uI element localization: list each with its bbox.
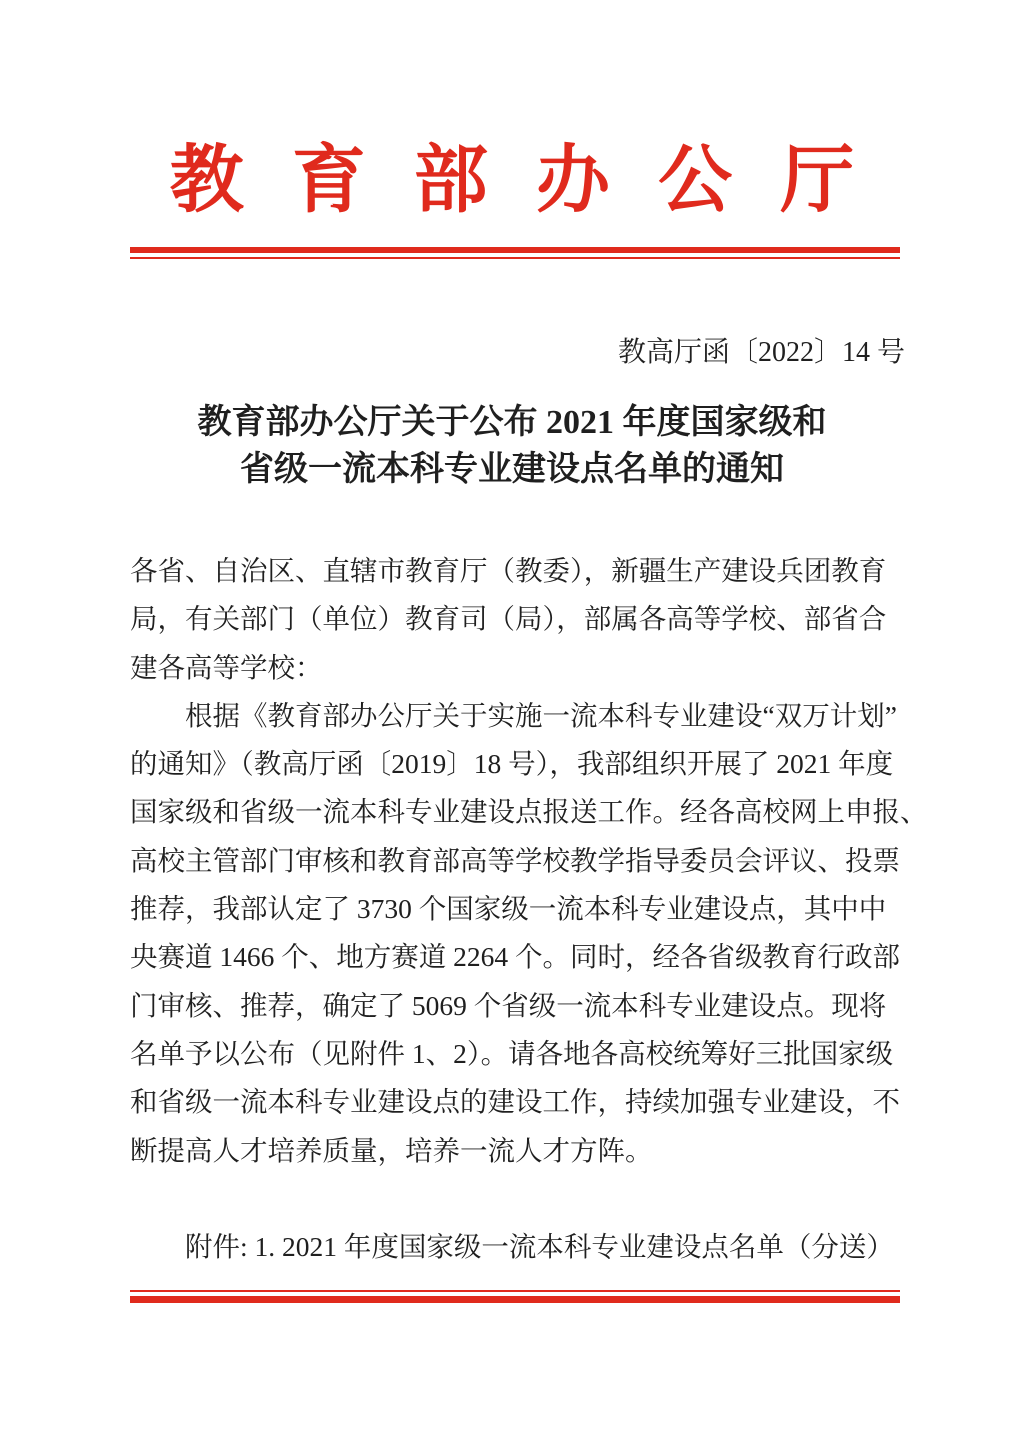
thick-red-rule: [130, 1296, 900, 1303]
body-line: 国家级和省级一流本科专业建设点报送工作。经各高校网上申报、: [130, 796, 928, 828]
body-line: 和省级一流本科专业建设点的建设工作，持续加强专业建设，不: [130, 1086, 900, 1118]
document-number: 教高厅函〔2022〕14 号: [617, 337, 905, 368]
body-line: 断提高人才培养质量，培养一流人才方阵。: [130, 1134, 653, 1166]
agency-masthead: 教育部办公厅: [169, 140, 903, 222]
salutation-line: 各省、自治区、直辖市教育厅（教委），新疆生产建设兵团教育: [130, 555, 887, 586]
body-line: 根据《教育部办公厅关于实施一流本科专业建设“双万计划”: [185, 699, 897, 731]
body-line: 高校主管部门审核和教育部高等学校教学指导委员会评议、投票: [130, 844, 900, 876]
body-line: 门审核、推荐，确定了 5069 个省级一流本科专业建设点。现将: [130, 989, 887, 1021]
salutation-line: 局，有关部门（单位）教育司（局），部属各高等学校、部省合: [130, 603, 887, 635]
attachment-line: 附件: 1. 2021 年度国家级一流本科专业建设点名单（分送）: [185, 1231, 894, 1262]
salutation-line: 建各高等学校：: [130, 651, 323, 683]
body-line: 名单予以公布（见附件 1、2）。请各地各高校统筹好三批国家级: [130, 1037, 894, 1069]
footer-separator: [130, 1290, 900, 1303]
thin-red-rule: [130, 257, 900, 259]
document-body: [130, 547, 928, 1175]
body-line: 推荐，我部认定了 3730 个国家级一流本科专业建设点，其中中: [130, 893, 887, 925]
document-title-line-1: 教育部办公厅关于公布 2021 年度国家级和: [197, 404, 827, 441]
masthead-separator: [130, 247, 900, 259]
document-title-line-2: 省级一流本科专业建设点名单的通知: [240, 451, 784, 488]
body-line: 央赛道 1466 个、地方赛道 2264 个。同时，经各省级教育行政部: [130, 941, 900, 973]
document-title: [0, 399, 1024, 493]
body-line: 的通知》（教高厅函〔2019〕18 号），我部组织开展了 2021 年度: [130, 748, 894, 780]
